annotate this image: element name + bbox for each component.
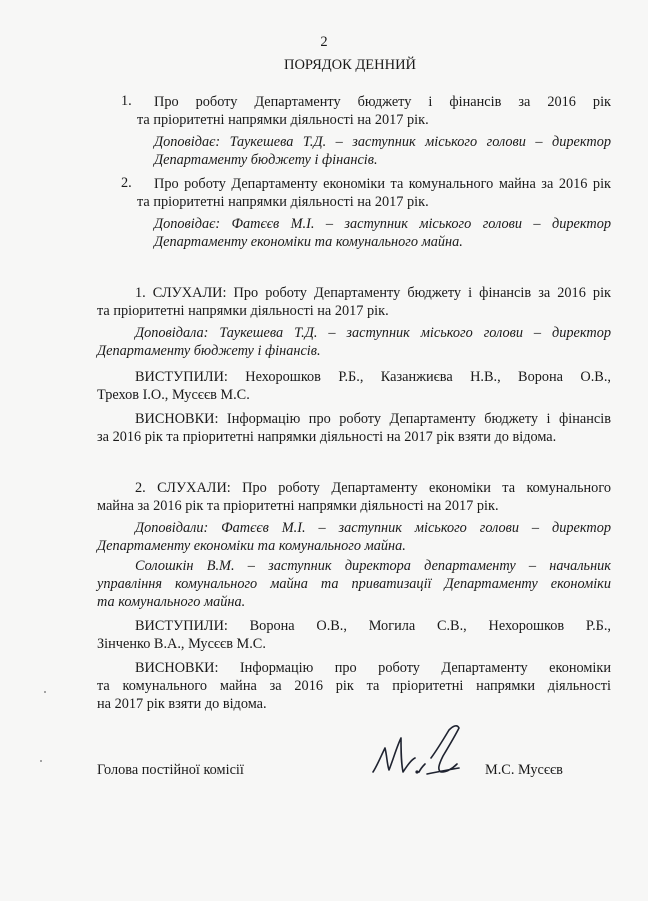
section1-conclusion-line1: ВИСНОВКИ: Інформацію про роботу Департаменту бюджету і фінансів	[135, 411, 611, 427]
section2-heard-line1: 2. СЛУХАЛИ: Про роботу Департаменту економіки та комунального	[135, 480, 611, 496]
section2-coreporter-line1: Солошкін В.М. – заступник директора департаменту – начальник	[135, 558, 611, 574]
section1-heard-line1: 1. СЛУХАЛИ: Про роботу Департаменту бюджету і фінансів за 2016 рік	[135, 285, 611, 301]
section2-conclusion-line2: та комунального майна за 2016 рік та пріоритетні напрямки діяльності	[97, 678, 611, 694]
section2-reporter-line1: Доповідали: Фатєєв М.І. – заступник міського голови – директор	[135, 520, 611, 536]
agenda-item-2-reporter-line2: Департаменту економіки та комунального майна.	[154, 234, 463, 250]
agenda-item-1-reporter-line1: Доповідає: Таукешева Т.Д. – заступник міського голови – директор	[154, 134, 611, 150]
section2-coreporter-line2: управління комунального майна та приватизації Департаменту економіки	[97, 576, 611, 592]
agenda-item-2-reporter-line1: Доповідає: Фатєєв М.І. – заступник міського голови – директор	[154, 216, 611, 232]
section1-conclusion-line2: за 2016 рік та пріоритетні напрямки діяльності на 2017 рік взяти до відома.	[97, 429, 557, 445]
handwritten-signature	[367, 722, 477, 784]
agenda-item-2-line1: Про роботу Департаменту економіки та комунального майна за 2016 рік	[154, 176, 611, 192]
page-number: 2	[320, 34, 328, 50]
agenda-item-1-number: 1.	[121, 93, 132, 109]
agenda-title: ПОРЯДОК ДЕННИЙ	[283, 57, 417, 73]
section2-spoke-line2: Зінченко В.А., Мусєєв М.С.	[97, 636, 266, 652]
section1-reporter-line1: Доповідала: Таукешева Т.Д. – заступник міського голови – директор	[135, 325, 611, 341]
section2-conclusion-line3: на 2017 рік взяти до відома.	[97, 696, 267, 712]
scan-speck	[44, 691, 46, 693]
section2-coreporter-line3: та комунального майна.	[97, 594, 246, 610]
agenda-item-1-line2: та пріоритетні напрямки діяльності на 2017 рік.	[137, 112, 429, 128]
signatory-name: М.С. Мусєєв	[485, 762, 563, 778]
section1-spoke-line1: ВИСТУПИЛИ: Нехорошков Р.Б., Казанжиєва Н.В., Ворона О.В.,	[135, 369, 611, 385]
section2-spoke-line1: ВИСТУПИЛИ: Ворона О.В., Могила С.В., Нехорошков Р.Б.,	[135, 618, 611, 634]
section2-heard-line2: майна за 2016 рік та пріоритетні напрямки діяльності на 2017 рік.	[97, 498, 499, 514]
section2-conclusion-line1: ВИСНОВКИ: Інформацію про роботу Департаменту економіки	[135, 660, 611, 676]
agenda-item-1-line1: Про роботу Департаменту бюджету і фінансів за 2016 рік	[154, 94, 611, 110]
section1-reporter-line2: Департаменту бюджету і фінансів.	[97, 343, 321, 359]
agenda-item-2-number: 2.	[121, 175, 132, 191]
signatory-position: Голова постійної комісії	[97, 762, 244, 778]
section2-reporter-line2: Департаменту економіки та комунального майна.	[97, 538, 406, 554]
section1-spoke-line2: Трехов І.О., Мусєєв М.С.	[97, 387, 250, 403]
agenda-item-1-reporter-line2: Департаменту бюджету і фінансів.	[154, 152, 378, 168]
section1-heard-line2: та пріоритетні напрямки діяльності на 2017 рік.	[97, 303, 389, 319]
scan-speck	[40, 760, 42, 762]
agenda-item-2-line2: та пріоритетні напрямки діяльності на 2017 рік.	[137, 194, 429, 210]
